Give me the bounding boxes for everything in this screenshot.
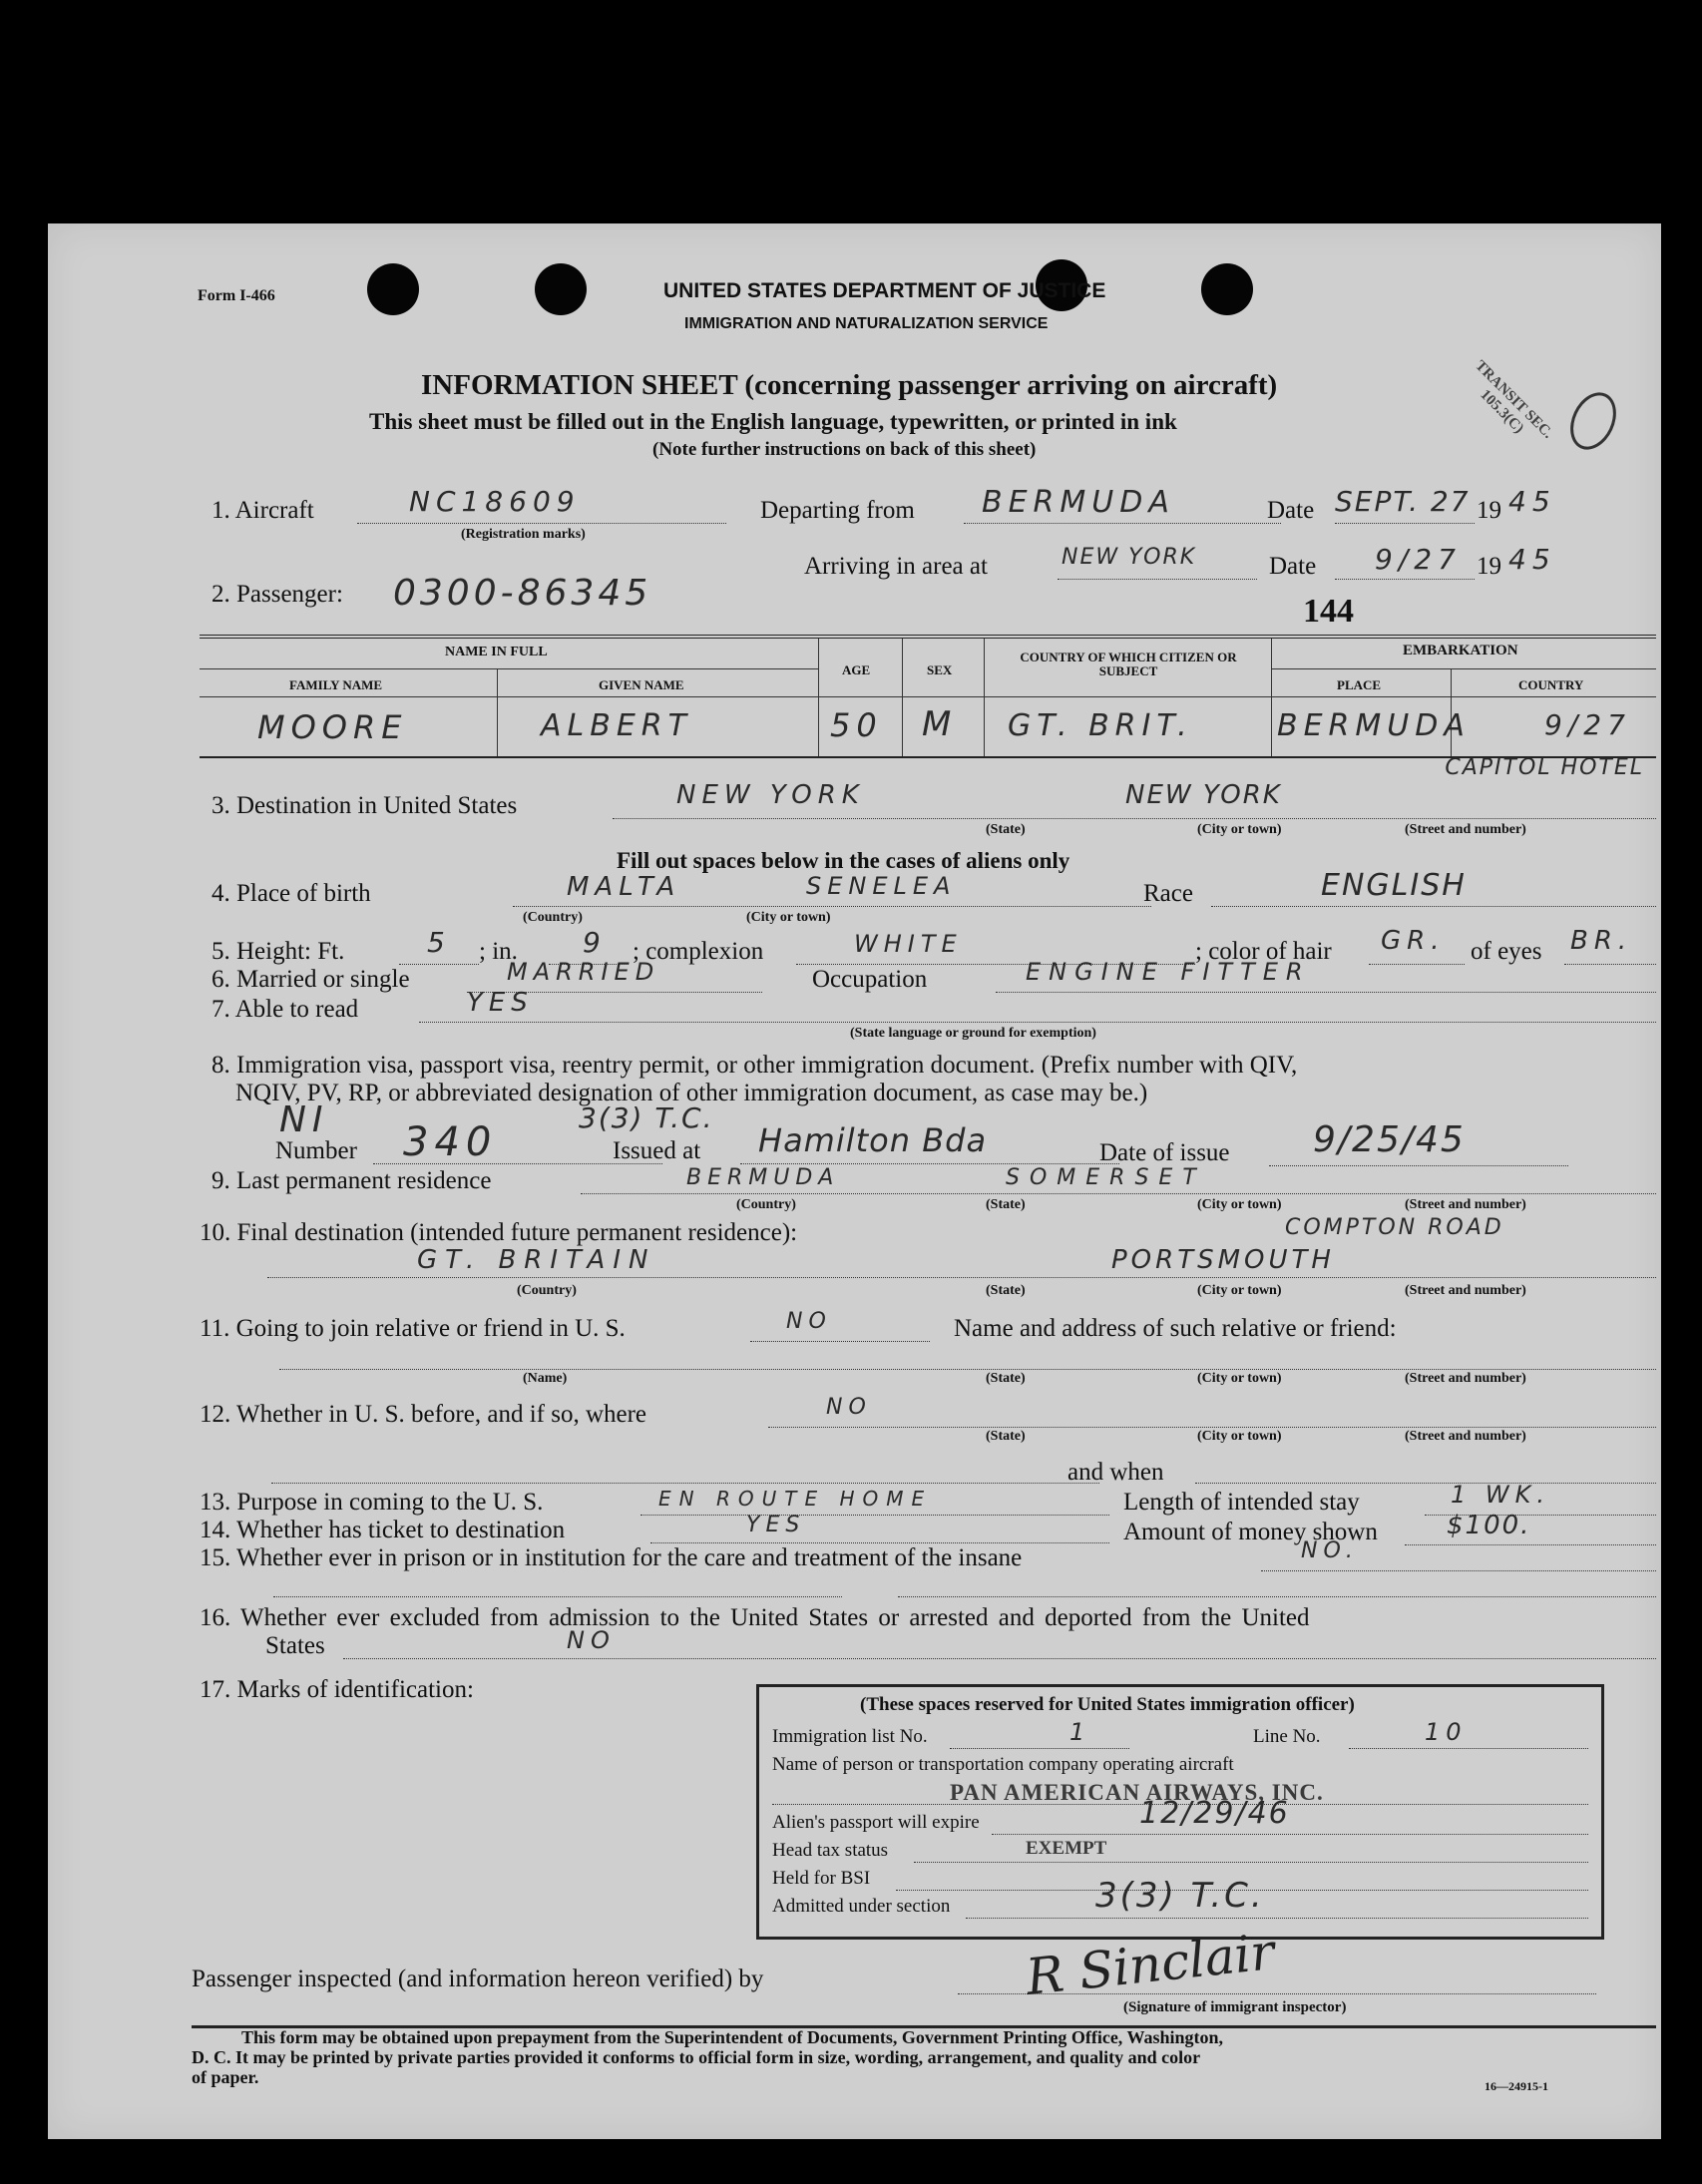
document-text-2: NQIV, PV, RP, or abbreviated designation of other immigration document, as case may be.) [235,1080,1148,1106]
birthplace-label: 4. Place of birth [212,880,371,907]
sex-value: M [922,704,958,744]
state-caption: (State) [986,1371,1026,1386]
excluded-label-1: 16. Whether ever excluded from admission to the United States or arrested and deported from the United [200,1604,1310,1631]
arriving-label: Arriving in area at [804,553,988,580]
age-value: 50 [830,706,883,744]
destination-street: CAPITOL HOTEL [1445,755,1644,780]
company-label: Name of person or transportation company operating aircraft [772,1754,1234,1775]
aliens-heading: Fill out spaces below in the cases of aliens only [617,848,1070,873]
arrival-date-label: Date [1269,553,1317,580]
inspector-signature: R Sinclair [1023,1923,1278,2006]
arrival-date-line [1335,579,1475,580]
form-note: (Note further instructions on back of this sheet) [652,439,1037,460]
identification-label: 17. Marks of identification: [200,1676,474,1703]
country-caption: (Country) [523,910,583,925]
city-caption: (City or town) [1197,1283,1282,1298]
headtax-line [914,1862,1588,1863]
previous-visit-label: 12. Whether in U. S. before, and if so, where [200,1401,647,1428]
destination-state: NEW YORK [676,780,865,810]
passenger-label: 2. Passenger: [212,581,343,608]
issue-date-label: Date of issue [1099,1139,1230,1166]
occupation-line [996,992,1656,993]
admitted-section-value: 3(3) T.C. [1095,1876,1265,1916]
marital-value: MARRIED [507,958,660,986]
list-line [950,1748,1129,1749]
issue-date-line [1269,1165,1568,1166]
read-caption: (State language or ground for exemption) [850,1026,1096,1041]
stamp-circle-mark [1561,385,1624,457]
residence-country: BERMUDA [686,1165,840,1190]
excluded-line [343,1658,1656,1659]
occupation-label: Occupation [812,966,928,993]
hair-value: GR. [1381,926,1446,956]
footer-line-2: D. C. It may be printed by private parties provided it conforms to official form in size, wording, arrangement, and quality and color [192,2047,1201,2067]
city-caption: (City or town) [1197,822,1282,837]
height-in-label: ; in. [479,938,518,965]
form-number: Form I-466 [198,287,275,304]
arriving-line [1058,579,1257,580]
registration-caption: (Registration marks) [461,527,586,542]
occupation-value: ENGINE FITTER [1026,958,1311,986]
punch-hole [535,263,587,315]
embarkation-header: EMBARKATION [1403,643,1518,658]
join-relative-line [750,1341,930,1342]
birth-country: MALTA [567,872,681,902]
document-text-1: 8. Immigration visa, passport visa, reentry permit, or other immigration document. (Prefix number with QIV, [212,1052,1298,1079]
money-line [1405,1544,1656,1545]
document-section-value: 3(3) T.C. [579,1101,714,1134]
final-destination-label: 10. Final destination (intended future permanent residence): [200,1219,798,1246]
complexion-label: ; complexion [633,938,764,965]
passport-value: 12/29/46 [1139,1796,1290,1831]
admitted-section-line [966,1918,1588,1919]
prison-label: 15. Whether ever in prison or in institution for the care and treatment of the insane [200,1544,1023,1571]
read-value: YES [467,988,534,1018]
city-caption: (City or town) [746,910,831,925]
embarkation-place-value: BERMUDA [1277,708,1471,743]
prison-line [1261,1570,1656,1571]
excluded-label-2: States [265,1632,325,1659]
issue-date-value: 9/25/45 [1313,1119,1466,1160]
city-caption: (City or town) [1197,1371,1282,1386]
final-destination-line [267,1277,1656,1278]
prison-line-2 [273,1596,842,1597]
race-label: Race [1143,880,1193,907]
birth-city: SENELEA [806,872,957,900]
street-caption: (Street and number) [1405,1197,1526,1212]
eyes-label: of eyes [1471,938,1542,965]
footer-line-3: of paper. [192,2067,259,2087]
form-code: 16—24915-1 [1485,2079,1548,2093]
list-label: Immigration list No. [772,1726,928,1747]
country-caption: (Country) [517,1283,577,1298]
table-col-divider [818,639,819,756]
officer-box-heading: (These spaces reserved for United States immigration officer) [860,1694,1355,1715]
company-value: PAN AMERICAN AIRWAYS, INC. [950,1780,1324,1805]
line-value: 10 [1425,1718,1468,1746]
city-caption: (City or town) [1197,1429,1282,1444]
issued-label: Issued at [613,1137,701,1164]
street-caption: (Street and number) [1405,1429,1526,1444]
table-mid-rule-emb [1271,668,1656,669]
table-col-divider [984,639,985,756]
arriving-value: NEW YORK [1062,545,1197,570]
emb-country-header: COUNTRY [1518,677,1584,692]
table-header-bottom [200,696,1656,697]
final-country: GT. BRITAIN [417,1245,656,1275]
excluded-value: NO [567,1626,616,1654]
given-name-header: GIVEN NAME [599,677,684,692]
race-value: ENGLISH [1321,868,1467,903]
join-relative-label: 11. Going to join relative or friend in U. S. [200,1315,626,1342]
race-line [1211,906,1656,907]
table-col-divider [1271,639,1272,756]
hair-label: ; color of hair [1195,938,1332,965]
form-sheet [48,223,1661,2139]
passenger-value: 0300-86345 [393,573,652,614]
eyes-line [1564,964,1656,965]
destination-label: 3. Destination in United States [212,792,518,819]
signature-caption: (Signature of immigrant inspector) [1123,1999,1347,2015]
table-col-divider [497,668,498,756]
name-in-full-header: NAME IN FULL [445,645,548,659]
complexion-value: WHITE [854,930,963,958]
table-col-divider [902,639,903,756]
residence-label: 9. Last permanent residence [212,1167,492,1194]
transit-stamp: TRANSIT SEC. 105.3(C) [1472,357,1556,442]
prison-value: NO. [1301,1538,1359,1563]
aircraft-value: NC18609 [409,485,581,518]
headtax-label: Head tax status [772,1840,889,1861]
state-caption: (State) [986,822,1026,837]
embarkation-country-value: 9/27 [1544,708,1631,741]
ticket-label: 14. Whether has ticket to destination [200,1517,566,1543]
bsi-label: Held for BSI [772,1868,871,1889]
year-value: 45 [1508,485,1556,518]
list-value: 1 [1069,1718,1091,1746]
eyes-value: BR. [1570,926,1633,956]
passport-label: Alien's passport will expire [772,1812,980,1833]
stay-value: 1 WK. [1451,1481,1550,1509]
year-prefix: 19 [1477,497,1501,524]
street-caption: (Street and number) [1405,1283,1526,1298]
purpose-value: EN ROUTE HOME [658,1487,933,1511]
departing-value: BERMUDA [982,485,1175,520]
stay-label: Length of intended stay [1123,1489,1360,1516]
residence-city: SOMERSET [1006,1165,1206,1190]
relative-line [279,1369,1656,1370]
sex-header: SEX [927,662,953,677]
issued-value: Hamilton Bda [758,1121,988,1159]
final-city: PORTSMOUTH [1111,1245,1335,1275]
money-label: Amount of money shown [1123,1519,1378,1545]
relative-name-label: Name and address of such relative or friend: [954,1315,1397,1342]
department-name: UNITED STATES DEPARTMENT OF JUSTICE [663,279,1106,302]
aircraft-line [357,523,726,524]
previous-visit-line-2 [271,1483,1099,1484]
aircraft-label: 1. Aircraft [212,497,314,524]
country-citizen-header: COUNTRY OF WHICH CITIZEN OR SUBJECT [1020,650,1237,678]
residence-line [581,1193,1656,1194]
admitted-section-label: Admitted under section [772,1896,951,1917]
family-name-header: FAMILY NAME [289,677,383,692]
city-caption: (City or town) [1197,1197,1282,1212]
date-label: Date [1267,497,1315,524]
departing-label: Departing from [760,497,915,524]
height-label: 5. Height: Ft. [212,938,345,965]
join-relative-value: NO [786,1309,832,1334]
final-street: COMPTON ROAD [1285,1215,1504,1240]
purpose-line [640,1515,1109,1516]
table-mid-rule [200,668,818,669]
birthplace-line [513,906,1151,907]
date-line [1335,523,1475,524]
height-ft-value: 5 [427,926,451,959]
ticket-line [650,1542,1109,1543]
sheet-number: 144 [1303,593,1354,630]
arrival-year-value: 45 [1508,543,1556,576]
marital-label: 6. Married or single [212,966,410,993]
place-header: PLACE [1337,677,1382,692]
read-label: 7. Able to read [212,996,359,1023]
document-prefix: NI [279,1099,329,1140]
street-caption: (Street and number) [1405,1371,1526,1386]
document-number-value: 340 [403,1119,498,1165]
punch-hole [1201,263,1253,315]
footer-line-1: This form may be obtained upon prepayment from the Superintendent of Documents, Government Printing Office, Washington, [241,2027,1224,2047]
arrival-year-prefix: 19 [1477,553,1501,580]
destination-city: NEW YORK [1125,780,1282,810]
when-label: and when [1067,1459,1164,1486]
hair-line [1369,964,1465,965]
street-caption: (Street and number) [1405,822,1526,837]
inspection-label: Passenger inspected (and information hereon verified) by [192,1966,764,1992]
when-line [1195,1483,1656,1484]
departing-line [964,523,1281,524]
citizen-value: GT. BRIT. [1008,708,1193,743]
country-caption: (Country) [736,1197,796,1212]
height-ft-line [399,964,479,965]
destination-line [613,818,1656,819]
form-subtitle: This sheet must be filled out in the English language, typewritten, or printed in ink [369,409,1177,434]
arrival-date-value: 9/27 [1375,543,1462,576]
headtax-value: EXEMPT [1026,1838,1107,1859]
service-name: IMMIGRATION AND NATURALIZATION SERVICE [684,315,1049,332]
line-no-line [1349,1748,1588,1749]
form-title: INFORMATION SHEET (concerning passenger arriving on aircraft) [421,369,1278,401]
state-caption: (State) [986,1283,1026,1298]
line-label: Line No. [1253,1726,1321,1747]
punch-hole [367,263,419,315]
read-line [419,1022,1656,1023]
previous-visit-line [768,1427,1656,1428]
height-in-value: 9 [583,926,607,959]
state-caption: (State) [986,1429,1026,1444]
issued-line [740,1163,1119,1164]
state-caption: (State) [986,1197,1026,1212]
purpose-label: 13. Purpose in coming to the U. S. [200,1489,544,1516]
family-name-value: MOORE [257,708,408,746]
age-header: AGE [842,662,871,677]
money-value: $100. [1447,1511,1531,1540]
name-caption: (Name) [523,1371,568,1386]
ticket-value: YES [746,1513,806,1537]
previous-visit-value: NO [826,1395,872,1420]
document-number-label: Number [275,1137,357,1164]
passport-line [992,1834,1588,1835]
table-top-rule [200,635,1656,639]
prison-line-3 [898,1596,1656,1597]
given-name-value: ALBERT [541,708,692,743]
date-value: SEPT. 27 [1335,485,1471,518]
